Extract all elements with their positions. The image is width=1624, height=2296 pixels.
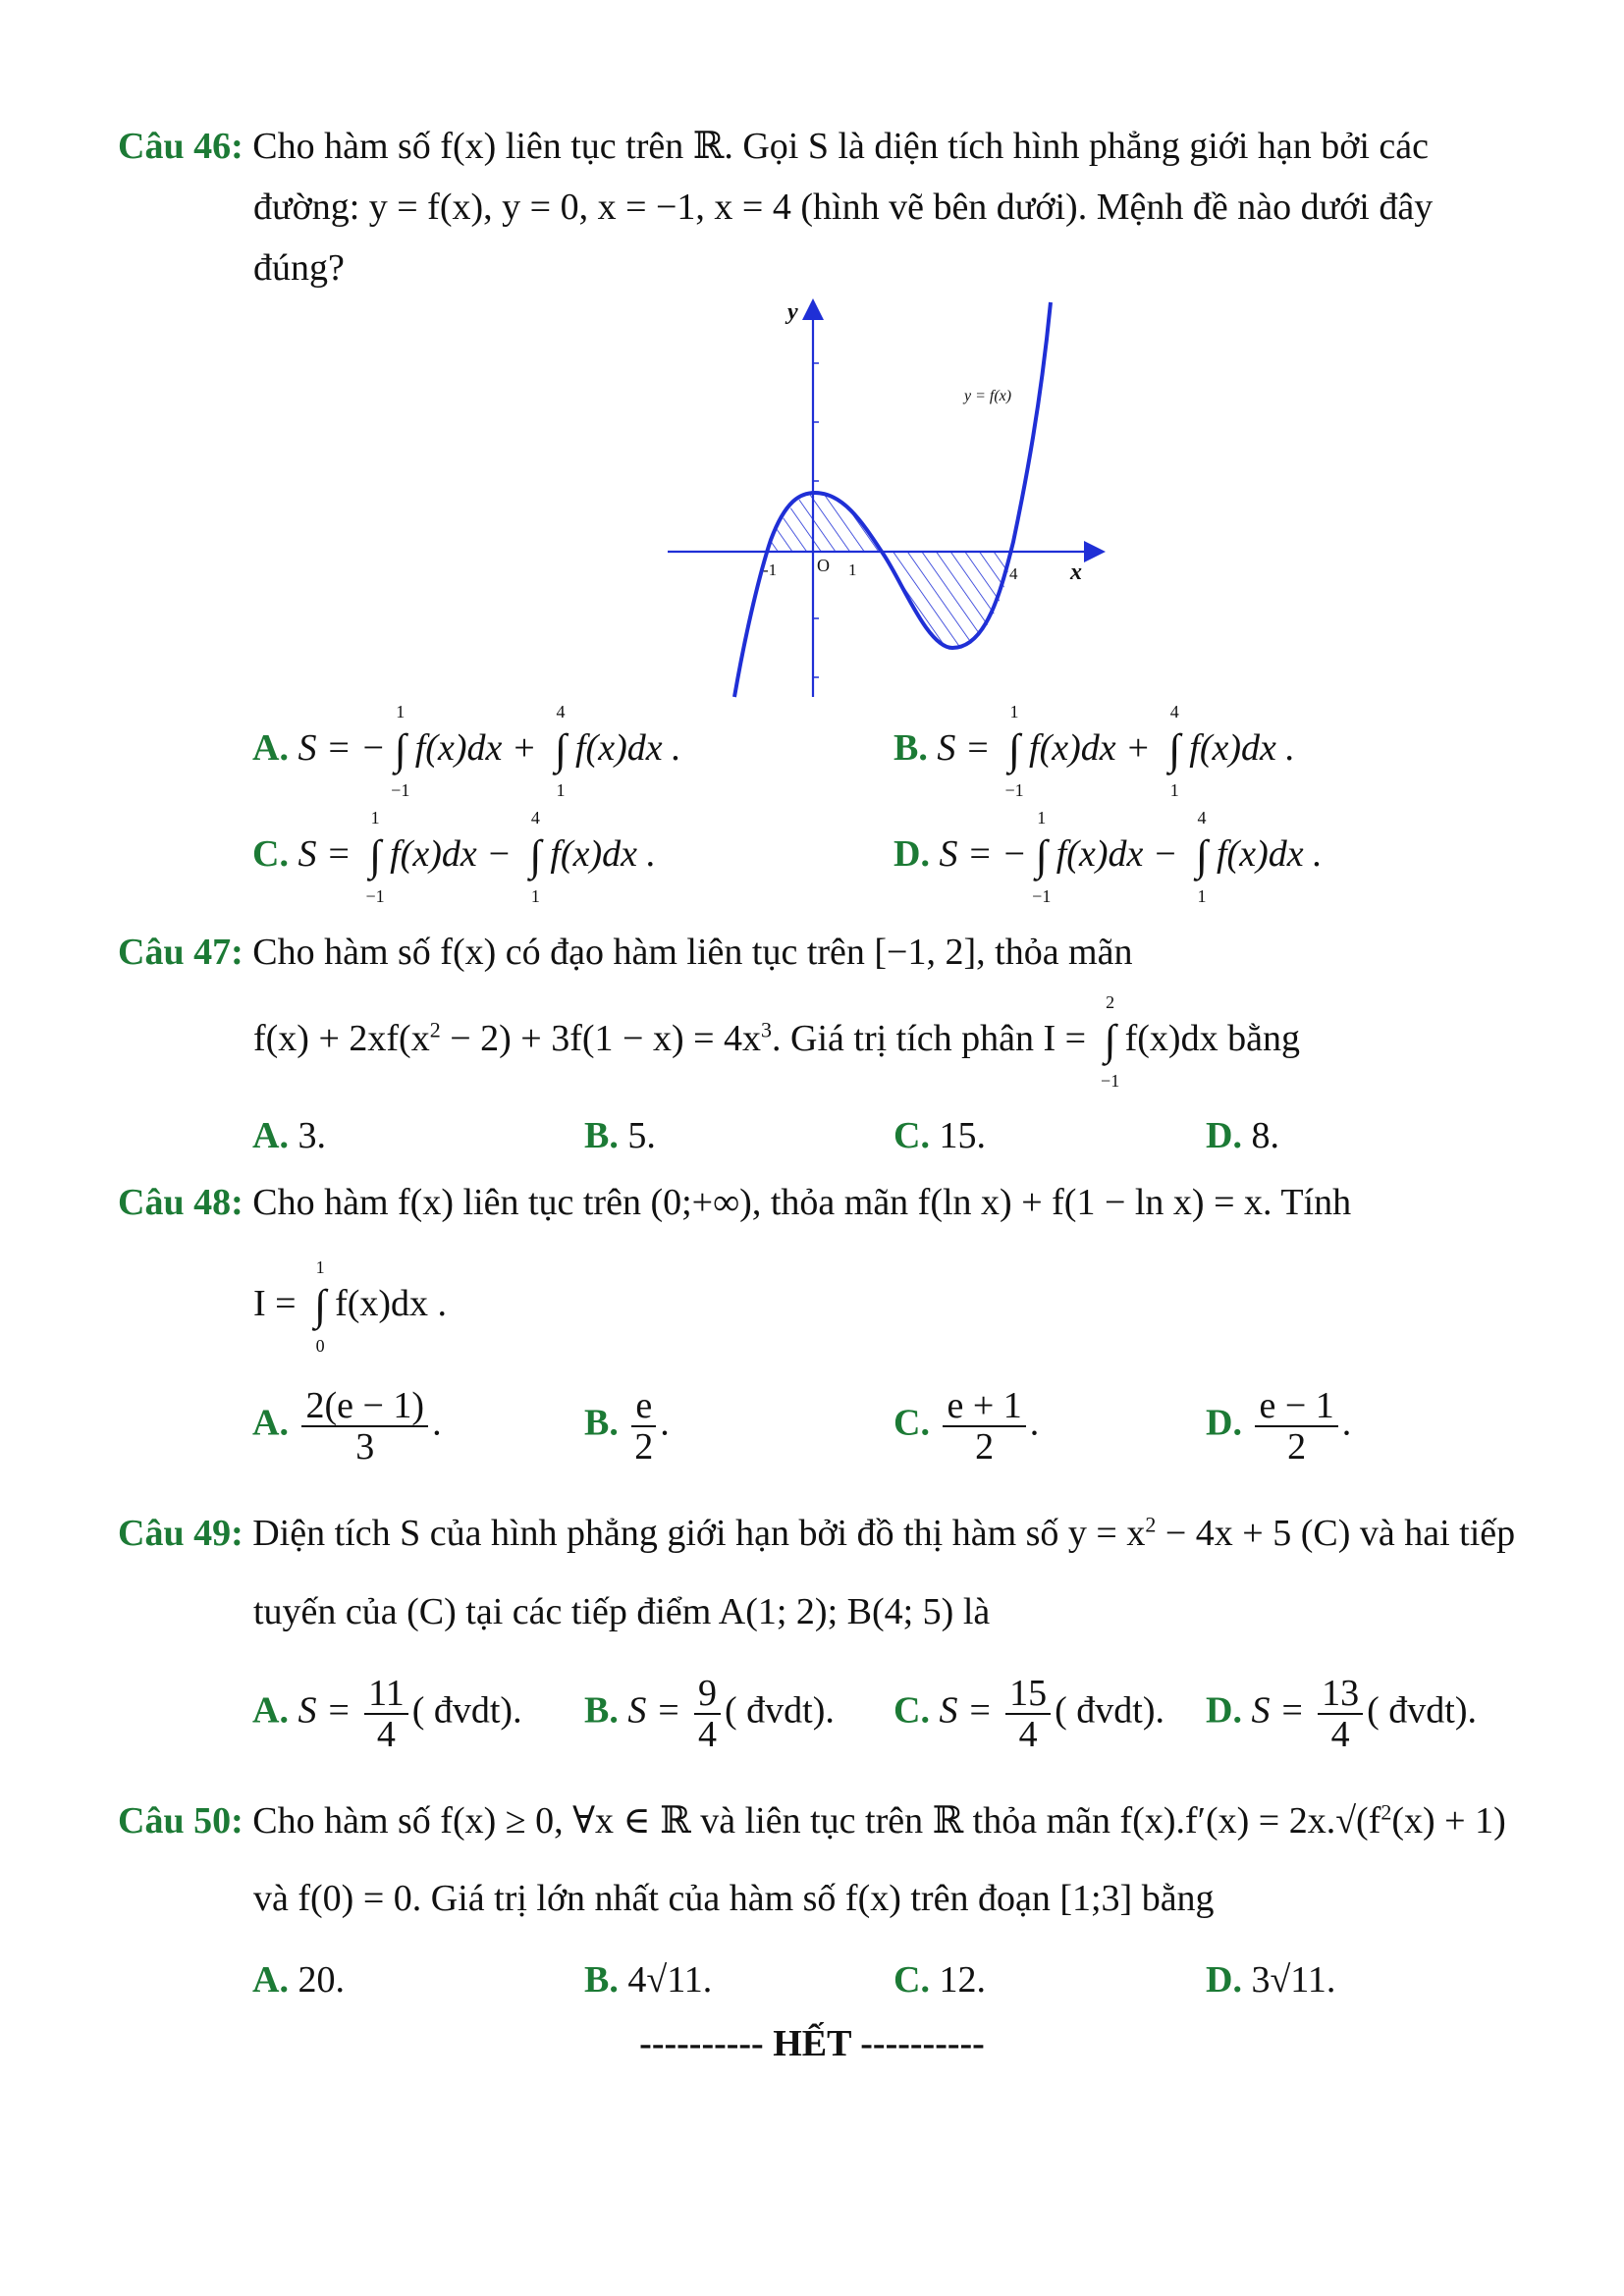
integral-upper: 4 (556, 702, 566, 722)
q49-answer-a-letter: A. (252, 1689, 289, 1732)
question-47-label: Câu 47: (118, 932, 244, 973)
q47-answer-a-text: 3. (298, 1115, 326, 1156)
q50-answer-b-letter: B. (584, 1959, 619, 2001)
q50-answer-d-letter: D. (1206, 1959, 1242, 2001)
fraction (301, 1386, 428, 1467)
q47-answer-c (893, 1114, 986, 1157)
integral-sign: 2 ∫ −1 (1096, 1019, 1125, 1064)
q49-answer-d-letter: D. (1206, 1689, 1242, 1732)
q48-answer-a: A. $\frac{2(e - 1)}{3}$ . (252, 1385, 442, 1468)
q46-answer-a-end: f(x)dx . (575, 727, 681, 769)
integral-upper: 4 (530, 808, 540, 828)
q49-answer-d-pre: S = (1251, 1689, 1315, 1732)
question-49-line2: tuyến của (C) tại các tiếp điểm A(1; 2); B(4; 5) là (253, 1591, 991, 1632)
q49-text-part1: Diện tích S của hình phẳng giới hạn bởi đồ thị hàm số y = x (252, 1513, 1146, 1554)
curve-label: y = f(x) (964, 388, 1012, 404)
q49-answer-b (584, 1674, 835, 1754)
q50-answer-c (893, 1958, 986, 2002)
q48-answer-d: D. $\frac{e - 1}{2}$ . (1206, 1385, 1352, 1468)
q46-answer-b-end: f(x)dx . (1189, 727, 1295, 769)
q50-answer-b (584, 1958, 712, 2002)
fraction (1005, 1674, 1051, 1754)
q47-answer-d (1206, 1114, 1279, 1157)
integral-upper: 1 (315, 1257, 325, 1278)
q47-answer-b-letter: B. (584, 1115, 619, 1156)
shaded-region-left (766, 493, 882, 552)
fraction-denominator: 4 (698, 1714, 718, 1755)
y-axis-label: y (787, 299, 798, 325)
q48-answer-b-letter: B. (584, 1402, 619, 1444)
q50-answer-a (252, 1958, 345, 2002)
q47-eq-exp2: 2 (429, 1017, 441, 1042)
fraction-numerator: 9 (694, 1674, 721, 1715)
q49-text-part2: − 4x + 5 (C) và hai tiếp (1156, 1513, 1516, 1554)
question-49-label: Câu 49: (118, 1513, 244, 1554)
q46-answer-d-letter: D. (893, 833, 930, 875)
question-50-line1 (118, 1798, 1506, 1842)
fraction-numerator: e − 1 (1255, 1386, 1337, 1427)
q49-answer-b-unit: ( đvdt). (725, 1689, 835, 1732)
fraction-denominator: 4 (376, 1714, 396, 1755)
q50-exp: 2 (1380, 1799, 1392, 1825)
fraction-denominator: 4 (1330, 1714, 1350, 1755)
integral-upper: 1 (1009, 702, 1019, 722)
question-48-text-line1: Cho hàm f(x) liên tục trên (0;+∞), thỏa mãn f(ln x) + f(1 − ln x) = x. Tính (252, 1182, 1352, 1223)
fraction (943, 1386, 1025, 1467)
fraction-denominator: 3 (355, 1426, 375, 1468)
integral-lower: −1 (1032, 886, 1052, 907)
integral-sign: 4 ∫ 1 (520, 834, 550, 880)
integral-upper: 4 (1169, 702, 1179, 722)
integral-upper: 4 (1197, 808, 1207, 828)
integral-sign: 4 ∫ 1 (546, 728, 575, 774)
q46-answer-c (252, 808, 656, 907)
q50-answer-d (1206, 1958, 1335, 2002)
question-46-text-line1: Cho hàm số f(x) liên tục trên ℝ. Gọi S là diện tích hình phẳng giới hạn bởi các (252, 126, 1430, 167)
q48-answer-c-letter: C. (893, 1402, 930, 1444)
integral-lower: −1 (391, 780, 410, 801)
q50-answer-b-text: 4√11. (627, 1959, 713, 2001)
q49-answer-d (1206, 1674, 1477, 1754)
question-48-label: Câu 48: (118, 1182, 244, 1223)
q49-answer-b-pre: S = (627, 1689, 691, 1732)
question-46-graph (648, 285, 1119, 717)
integral-lower: 1 (530, 886, 540, 907)
q47-answer-a (252, 1114, 326, 1157)
q49-answer-b-letter: B. (584, 1689, 619, 1732)
function-curve (734, 302, 1051, 697)
q46-answer-a (252, 702, 681, 801)
fraction-denominator: 4 (1018, 1714, 1038, 1755)
q46-answer-b-pre: S = (937, 727, 1001, 769)
q50-answer-c-letter: C. (893, 1959, 930, 2001)
q46-answer-a-mid: f(x)dx + (414, 727, 546, 769)
fraction-denominator: 2 (975, 1426, 995, 1468)
q50-answer-c-text: 12. (939, 1959, 986, 2001)
question-47-line1 (118, 931, 1132, 974)
q49-answer-c-pre: S = (939, 1689, 1002, 1732)
integral-lower: −1 (1004, 780, 1024, 801)
q48-eq-part1: I = (253, 1283, 306, 1324)
integral-upper: 1 (396, 702, 406, 722)
q49-answer-a-unit: ( đvdt). (411, 1689, 522, 1732)
x-axis-label: x (1070, 560, 1082, 585)
q50-answer-a-text: 20. (298, 1959, 345, 2001)
q47-eq-part4: f(x)dx bằng (1124, 1018, 1300, 1059)
question-48-line2 (253, 1257, 448, 1357)
q46-answer-b-letter: B. (893, 727, 928, 769)
integral-sign: 4 ∫ 1 (1187, 834, 1217, 880)
question-47-line2 (253, 992, 1300, 1092)
q46-answer-c-letter: C. (252, 833, 289, 875)
fraction-numerator: 2(e − 1) (301, 1386, 428, 1427)
fraction-numerator: e (631, 1386, 656, 1427)
q46-answer-c-mid: f(x)dx − (390, 833, 521, 875)
fraction-denominator: 2 (1287, 1426, 1307, 1468)
q47-answer-d-letter: D. (1206, 1115, 1242, 1156)
q46-answer-b-mid: f(x)dx + (1029, 727, 1161, 769)
integral-lower: 1 (556, 780, 566, 801)
q47-answer-a-letter: A. (252, 1115, 289, 1156)
fraction (631, 1386, 656, 1467)
integral-sign: 1 ∫ −1 (1027, 834, 1056, 880)
origin-label: O (817, 556, 830, 575)
q47-eq-exp3: 3 (761, 1017, 773, 1042)
end-of-test-marker: ---------- HẾT ---------- (639, 2023, 985, 2064)
tick-label-minus1: -1 (763, 561, 778, 579)
q49-answer-a-pre: S = (298, 1689, 361, 1732)
q46-answer-d-pre: S = − (939, 833, 1027, 875)
integral-sign: 4 ∫ 1 (1160, 728, 1189, 774)
tick-label-4: 4 (1009, 564, 1018, 583)
q50-answer-a-letter: A. (252, 1959, 289, 2001)
q47-answer-b-text: 5. (627, 1115, 656, 1156)
question-48-line1 (118, 1181, 1351, 1224)
fraction-numerator: 13 (1318, 1674, 1363, 1715)
integral-upper: 1 (370, 808, 380, 828)
question-50-label: Câu 50: (118, 1800, 244, 1842)
q50-text-part2: (x) + 1) (1391, 1800, 1506, 1842)
q47-eq-part1: f(x) + 2xf(x (253, 1018, 430, 1059)
q48-answer-c: C. $\frac{e + 1}{2}$ . (893, 1385, 1040, 1468)
q47-answer-d-text: 8. (1251, 1115, 1279, 1156)
fraction-denominator: 2 (634, 1426, 654, 1468)
question-46-text-line3: đúng? (253, 247, 345, 289)
q47-eq-part3: . Giá trị tích phân I = (772, 1018, 1096, 1059)
integral-sign: 1 ∫ −1 (386, 728, 415, 774)
q50-text-part1: Cho hàm số f(x) ≥ 0, ∀x ∈ ℝ và liên tục trên ℝ thỏa mãn f(x).f′(x) = 2x.√(f (252, 1800, 1381, 1842)
q46-answer-a-letter: A. (252, 727, 289, 769)
integral-lower: 1 (1169, 780, 1179, 801)
q48-answer-a-letter: A. (252, 1402, 289, 1444)
q49-exp: 2 (1145, 1512, 1157, 1537)
question-47-text-line1: Cho hàm số f(x) có đạo hàm liên tục trên [−1, 2], thỏa mãn (252, 932, 1133, 973)
question-46-label: Câu 46: (118, 126, 244, 167)
fraction-numerator: 15 (1005, 1674, 1051, 1715)
integral-upper: 2 (1106, 992, 1115, 1013)
question-49-line1 (118, 1512, 1515, 1555)
q49-answer-c-letter: C. (893, 1689, 930, 1732)
q46-answer-d (893, 808, 1323, 907)
question-50-line2: và f(0) = 0. Giá trị lớn nhất của hàm số f(x) trên đoạn [1;3] bằng (253, 1878, 1215, 1919)
q48-answer-d-letter: D. (1206, 1402, 1242, 1444)
integral-lower: 1 (1197, 886, 1207, 907)
integral-lower: −1 (365, 886, 385, 907)
q47-answer-c-letter: C. (893, 1115, 930, 1156)
integral-sign: 1 ∫ −1 (1000, 728, 1029, 774)
tick-label-1: 1 (848, 561, 857, 579)
integral-sign: 1 ∫ 0 (305, 1284, 335, 1329)
q46-answer-c-end: f(x)dx . (550, 833, 656, 875)
q47-eq-part2: − 2) + 3f(1 − x) = 4x (440, 1018, 762, 1059)
q47-answer-c-text: 15. (939, 1115, 986, 1156)
fraction-numerator: e + 1 (943, 1386, 1025, 1427)
q50-answer-d-text: 3√11. (1251, 1959, 1336, 2001)
q46-answer-d-mid: f(x)dx − (1056, 833, 1187, 875)
integral-lower: −1 (1101, 1071, 1120, 1092)
q49-answer-d-unit: ( đvdt). (1367, 1689, 1477, 1732)
integral-upper: 1 (1037, 808, 1047, 828)
q46-answer-c-pre: S = (298, 833, 361, 875)
fraction (364, 1674, 408, 1754)
q46-answer-d-end: f(x)dx . (1217, 833, 1323, 875)
fraction (1318, 1674, 1363, 1754)
fraction (694, 1674, 721, 1754)
q48-answer-b: B. $\frac{e}{2}$ . (584, 1385, 670, 1468)
q46-answer-b (893, 702, 1295, 801)
q49-answer-c (893, 1674, 1164, 1754)
shaded-region-right (882, 552, 1011, 648)
q46-answer-a-pre: S = − (298, 727, 386, 769)
q49-answer-c-unit: ( đvdt). (1055, 1689, 1164, 1732)
q49-answer-a (252, 1674, 522, 1754)
integral-lower: 0 (315, 1336, 325, 1357)
q48-eq-part2: f(x)dx . (335, 1283, 448, 1324)
integral-sign: 1 ∫ −1 (360, 834, 390, 880)
q47-answer-b (584, 1114, 656, 1157)
fraction (1255, 1386, 1337, 1467)
question-46-text-line2: đường: y = f(x), y = 0, x = −1, x = 4 (hình vẽ bên dưới). Mệnh đề nào dưới đây (253, 187, 1434, 228)
fraction-numerator: 11 (364, 1674, 408, 1715)
